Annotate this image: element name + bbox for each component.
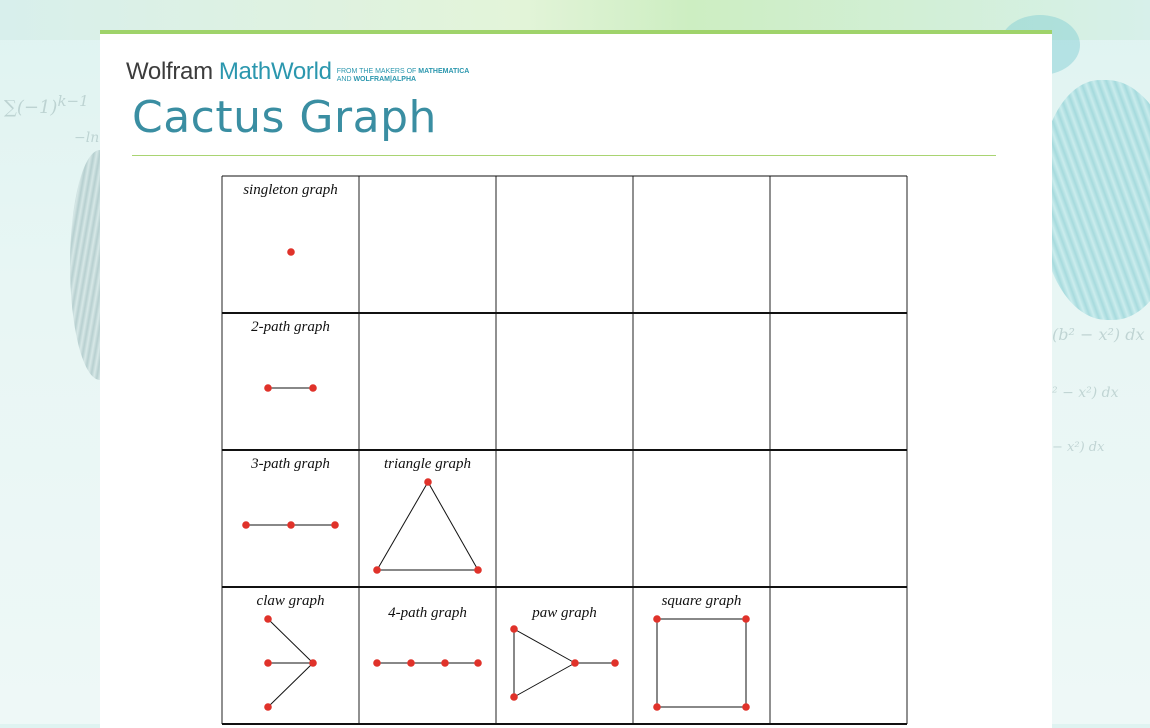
cell-label: 2-path graph <box>251 319 330 335</box>
graph-edge <box>377 482 428 570</box>
graph-vertex <box>742 615 750 623</box>
graph-vertex <box>264 615 272 623</box>
cell-path3 <box>242 456 339 529</box>
graph-edge <box>268 663 313 707</box>
graph-vertex <box>510 693 518 701</box>
tagline-mathematica: MATHEMATICA <box>418 68 470 75</box>
logo-mathworld-text: MathWorld <box>218 58 332 85</box>
tagline-wolframalpha: WOLFRAM|ALPHA <box>353 76 417 83</box>
background-math-decoration: (b² − x²) dx <box>1052 325 1145 344</box>
graph-vertex <box>424 478 432 486</box>
graph-vertex <box>742 703 750 711</box>
cell-label: triangle graph <box>383 456 472 472</box>
cell-label: 4-path graph <box>388 605 467 621</box>
cell-path4 <box>373 605 482 667</box>
logo-wolfram-text: Wolfram <box>126 58 213 85</box>
graph-vertex <box>653 615 661 623</box>
cell-label: 3-path graph <box>251 456 330 472</box>
cell-label: paw graph <box>532 605 597 621</box>
tagline-line2: AND <box>336 76 354 83</box>
background-swirl <box>1040 80 1150 320</box>
graph-vertex <box>611 659 619 667</box>
cell-square <box>653 593 750 711</box>
graph-edge <box>514 629 575 663</box>
cell-path2 <box>251 319 330 392</box>
graph-vertex <box>264 703 272 711</box>
graph-vertex <box>287 248 295 256</box>
graph-vertex <box>287 521 295 529</box>
graph-vertex <box>510 625 518 633</box>
cell-singleton <box>243 182 338 256</box>
tagline-line1: FROM THE MAKERS OF <box>336 68 419 75</box>
cell-label: square graph <box>661 593 742 609</box>
cell-label: claw graph <box>256 593 325 609</box>
graph-vertex <box>373 659 381 667</box>
background-math-decoration: −ln <box>74 130 100 146</box>
graph-vertex <box>653 703 661 711</box>
graph-edge <box>514 663 575 697</box>
background-math-decoration: ² − x²) dx <box>1052 385 1119 401</box>
graph-vertex <box>242 521 250 529</box>
cell-claw <box>257 593 325 711</box>
graph-vertex <box>373 566 381 574</box>
graph-vertex <box>407 659 415 667</box>
cell-paw <box>510 605 619 701</box>
graph-vertex <box>474 659 482 667</box>
graph-vertex <box>331 521 339 529</box>
graph-vertex <box>264 384 272 392</box>
graph-vertex <box>474 566 482 574</box>
graph-edge <box>268 619 313 663</box>
logo-tagline <box>337 68 470 84</box>
graph-vertex <box>441 659 449 667</box>
cell-label: singleton graph <box>243 182 338 198</box>
cell-triangle <box>373 456 482 574</box>
cactus-graph-table <box>221 174 911 728</box>
graph-vertex <box>264 659 272 667</box>
content-panel <box>100 30 1052 728</box>
page-title: Cactus Graph <box>132 92 437 143</box>
graph-vertex <box>309 384 317 392</box>
background-math-decoration: − x²) dx <box>1052 440 1105 455</box>
graph-vertex <box>571 659 579 667</box>
graph-vertex <box>309 659 317 667</box>
background-math-decoration: $\sum(-1)^{k-1}$ <box>4 92 89 118</box>
site-logo[interactable] <box>126 58 469 88</box>
graph-edge <box>428 482 478 570</box>
title-divider <box>132 155 996 156</box>
